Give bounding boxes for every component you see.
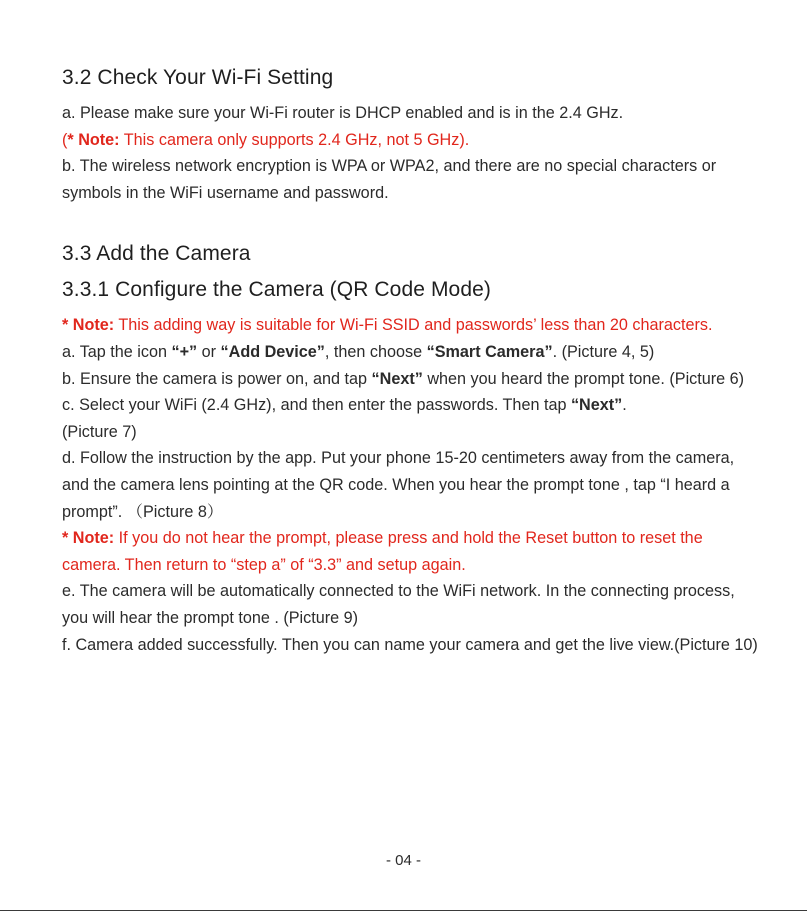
s32-step-b: b. The wireless network encryption is WPA or WPA2, and there are no special characters or symbols in the WiFi username and password. [62,157,717,202]
page-number: - 04 - [385,852,421,869]
note-label: * Note: [62,316,115,335]
next-label: “Next” [371,369,423,388]
s33-note-2 [62,525,762,578]
plus-label: “+” [171,342,198,361]
s33-step-c [62,392,762,445]
note-label: * Note: [67,130,120,149]
s33-step-b [62,366,762,393]
s33-note-1 [62,312,762,339]
step-a-picture: . (Picture 4, 5) [552,342,655,361]
s33-step-f: f. Camera added successfully. Then you can name your camera and get the live view.(Picture 10) [62,635,758,654]
note-label: * Note: [62,529,115,548]
section-title-3-3: 3.3 Add the Camera [62,242,251,266]
step-b-tail: when you heard the prompt tone. (Picture 6) [422,369,745,388]
s33-step-e: e. The camera will be automatically connected to the WiFi network. In the connecting process, you will hear the prompt tone . (Picture 9) [62,582,735,627]
s32-step-a: a. Please make sure your Wi-Fi router is DHCP enabled and is in the 2.4 GHz. [62,104,624,122]
subsection-title-3-3-1: 3.3.1 Configure the Camera (QR Code Mode) [62,278,491,302]
section-title-3-2: 3.2 Check Your Wi-Fi Setting [62,66,334,89]
bottom-rule [0,910,807,911]
page-content [62,60,762,658]
note-text: If you do not hear the prompt, please press and hold the Reset button to reset the camera. Then return to “step a” of “3.3” and setup again. [62,529,703,574]
step-b-text: b. Ensure the camera is power on, and tap [62,369,372,388]
smart-camera-label: “Smart Camera” [426,342,553,361]
step-c-text: c. Select your WiFi (2.4 GHz), and then enter the passwords. Then tap [62,396,571,415]
next-label: “Next” [570,396,623,415]
step-a-or: or [197,342,221,361]
step-c-period: . [622,396,627,415]
s33-step-a [62,339,762,366]
note-text: This camera only supports 2.4 GHz, not 5 GHz). [119,130,470,149]
s32-note [62,127,762,154]
step-c-picture: (Picture 7) [62,422,137,441]
step-a-then: , then choose [324,342,427,361]
note-text: This adding way is suitable for Wi-Fi SSID and passwords’ less than 20 characters. [114,316,713,335]
step-a-text: a. Tap the icon [62,342,172,361]
note-paren: ( [62,130,68,149]
add-device-label: “Add Device” [220,342,325,361]
s33-step-d: d. Follow the instruction by the app. Put your phone 15-20 centimeters away from the camera, and the camera lens pointing at the QR code. When you hear the prompt tone , tap “I heard a prompt”. （Picture 8） [62,449,735,521]
